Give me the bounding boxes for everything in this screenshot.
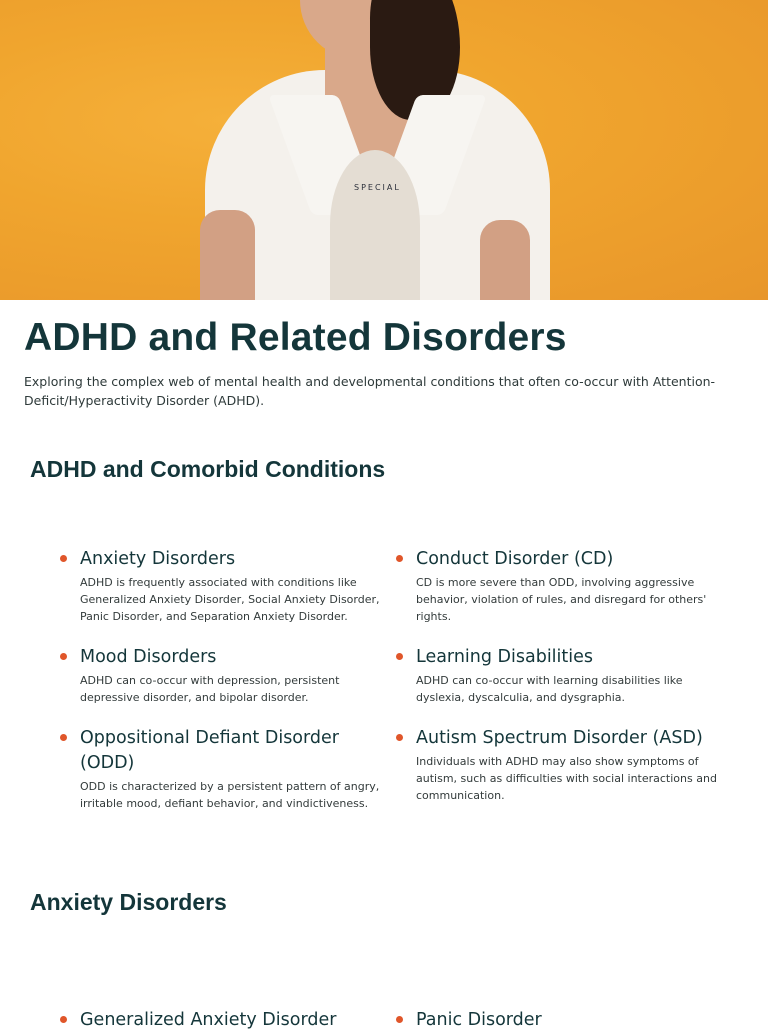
bullet-icon [60,734,67,741]
section-title-comorbid: ADHD and Comorbid Conditions [30,456,386,482]
bullet-icon [60,555,67,562]
hero-image [0,0,768,300]
page-title: ADHD and Related Disorders [24,316,567,359]
list-item-gad [80,1008,380,1033]
item-title: Learning Disabilities [416,647,594,667]
item-title: Oppositional Defiant Disorder (ODD) [80,728,339,773]
hero-arm-left [200,210,255,300]
list-item-asd [416,726,721,804]
section-title-anxiety: Anxiety Disorders [30,889,227,915]
item-title: Mood Disorders [80,647,217,667]
bullet-icon [396,653,403,660]
item-description: ODD is characterized by a persistent pattern of angry, irritable mood, defiant behavior, and vindictiveness. [80,780,380,810]
bullet-icon [396,734,403,741]
bullet-icon [396,1016,403,1023]
list-item-conduct [416,547,716,625]
hero-arm-right [480,220,530,300]
item-title: Generalized Anxiety Disorder [80,1010,337,1030]
list-item-odd [80,726,380,812]
bullet-icon [60,653,67,660]
hero-tattoo-text: SPECIAL [354,183,401,192]
list-item-mood [80,645,380,706]
item-description: CD is more severe than ODD, involving aggressive behavior, violation of rules, and disregard for others' rights. [416,576,707,623]
bullet-icon [396,555,403,562]
item-description: ADHD can co-occur with learning disabilities like dyslexia, dyscalculia, and dysgraphia. [416,674,683,704]
list-item-panic [416,1008,716,1033]
item-description: ADHD is frequently associated with conditions like Generalized Anxiety Disorder, Social Anxiety Disorder, Panic Disorder, and Separation Anxiety Disorder. [80,576,380,623]
item-title: Conduct Disorder (CD) [416,549,614,569]
item-title: Anxiety Disorders [80,549,236,569]
item-description: Individuals with ADHD may also show symptoms of autism, such as difficulties with social interactions and communication. [416,755,717,802]
item-title: Autism Spectrum Disorder (ASD) [416,728,703,748]
list-item-anxiety [80,547,380,625]
bullet-icon [60,1016,67,1023]
item-title: Panic Disorder [416,1010,542,1030]
hero-shirt-shade [330,150,420,300]
page-intro: Exploring the complex web of mental health and developmental conditions that often co-occur with Attention-Deficit/Hyperactivity Disorder (ADHD). [24,374,716,408]
list-item-learning [416,645,716,706]
item-description: ADHD can co-occur with depression, persistent depressive disorder, and bipolar disorder. [80,674,340,704]
